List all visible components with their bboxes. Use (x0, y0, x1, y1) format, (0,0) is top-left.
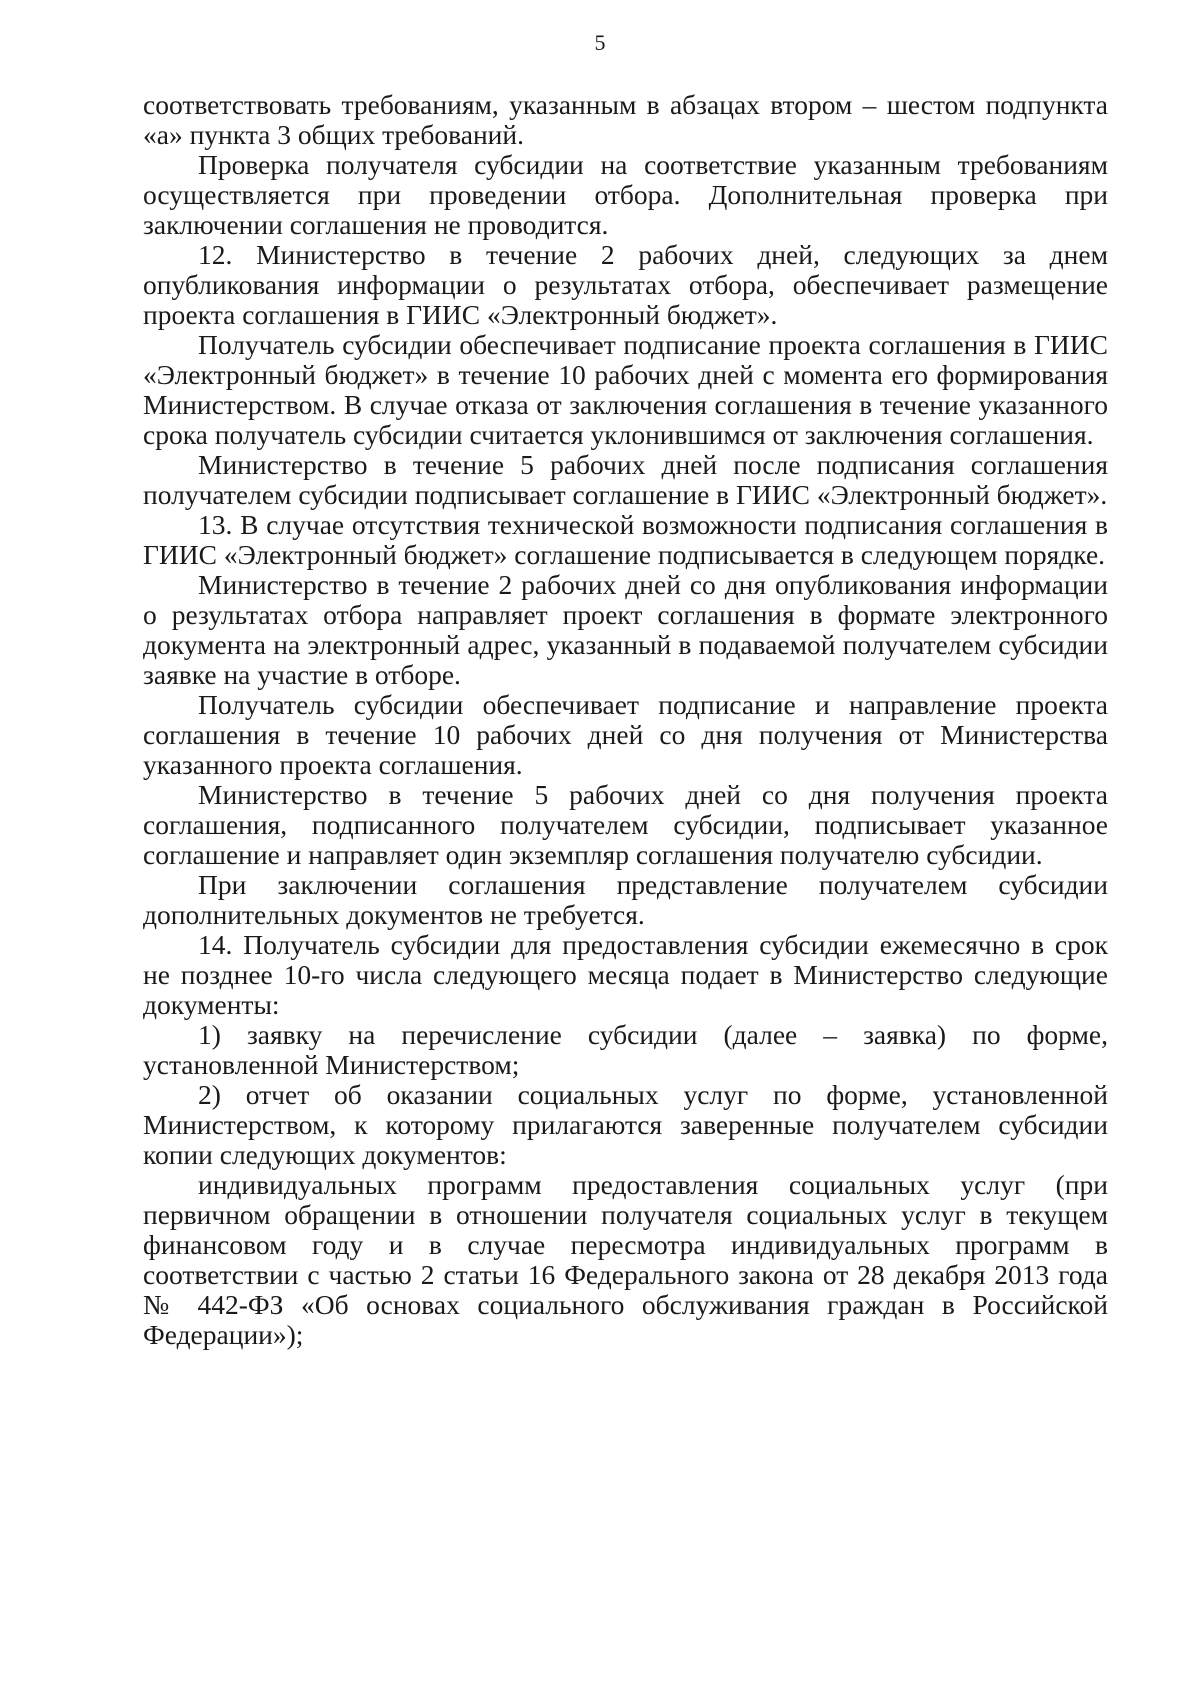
paragraph-subitem-2: 2) отчет об оказании социальных услуг по форме, установленной Министерством, к которому прилагаются заверенные получателем субсидии копии следующих документов: (143, 1079, 1108, 1170)
paragraph-subitem-1: 1) заявку на перечисление субсидии (далее – заявка) по форме, установленной Министерством; (143, 1019, 1108, 1080)
paragraph-verification: Проверка получателя субсидии на соответствие указанным требованиям осуществляется при проведении отбора. Дополнительная проверка при заключении соглашения не проводится. (143, 149, 1108, 240)
paragraph-recipient-signing: Получатель субсидии обеспечивает подписание проекта соглашения в ГИИС «Электронный бюджет» в течение 10 рабочих дней с момента его формирования Министерством. В случае отказа от заключения соглашения в течение указанного срока получатель субсидии считается уклонившимся от заключения соглашения. (143, 329, 1108, 450)
page-number: 5 (594, 30, 606, 55)
paragraph-ministry-signing: Министерство в течение 5 рабочих дней после подписания соглашения получателем субсидии подписывает соглашение в ГИИС «Электронный бюджет». (143, 449, 1108, 510)
paragraph-item-12: 12. Министерство в течение 2 рабочих дней, следующих за днем опубликования информации о результатах отбора, обеспечивает размещение проекта соглашения в ГИИС «Электронный бюджет». (143, 239, 1108, 330)
paragraph-ministry-sends-draft: Министерство в течение 2 рабочих дней со дня опубликования информации о результатах отбора направляет проект соглашения в формате электронного документа на электронный адрес, указанный в подаваемой получателем субсидии заявке на участие в отборе. (143, 569, 1108, 690)
paragraph-individual-programs: индивидуальных программ предоставления социальных услуг (при первичном обращении в отношении получателя социальных услуг в текущем финансовом году и в случае пересмотра индивидуальных программ в соответствии с частью 2 статьи 16 Федерального закона от 28 декабря 2013 года № 442-ФЗ «Об основах социального обслуживания граждан в Российской Федерации»); (143, 1169, 1108, 1350)
paragraph-item-13: 13. В случае отсутствия технической возможности подписания соглашения в ГИИС «Электронный бюджет» соглашение подписывается в следующем порядке. (143, 509, 1108, 570)
paragraph-item-14: 14. Получатель субсидии для предоставления субсидии ежемесячно в срок не позднее 10-го числа следующего месяца подает в Министерство следующие документы: (143, 929, 1108, 1020)
document-body (143, 90, 1108, 1350)
paragraph-recipient-sends-back: Получатель субсидии обеспечивает подписание и направление проекта соглашения в течение 10 рабочих дней со дня получения от Министерства указанного проекта соглашения. (143, 689, 1108, 780)
paragraph-continuation: соответствовать требованиям, указанным в абзацах втором – шестом подпункта «а» пункта 3 общих требований. (143, 89, 1108, 150)
paragraph-ministry-signs-copy: Министерство в течение 5 рабочих дней со дня получения проекта соглашения, подписанного получателем субсидии, подписывает указанное соглашение и направляет один экземпляр соглашения получателю субсидии. (143, 779, 1108, 870)
paragraph-no-additional-docs: При заключении соглашения представление получателем субсидии дополнительных документов не требуется. (143, 869, 1108, 930)
